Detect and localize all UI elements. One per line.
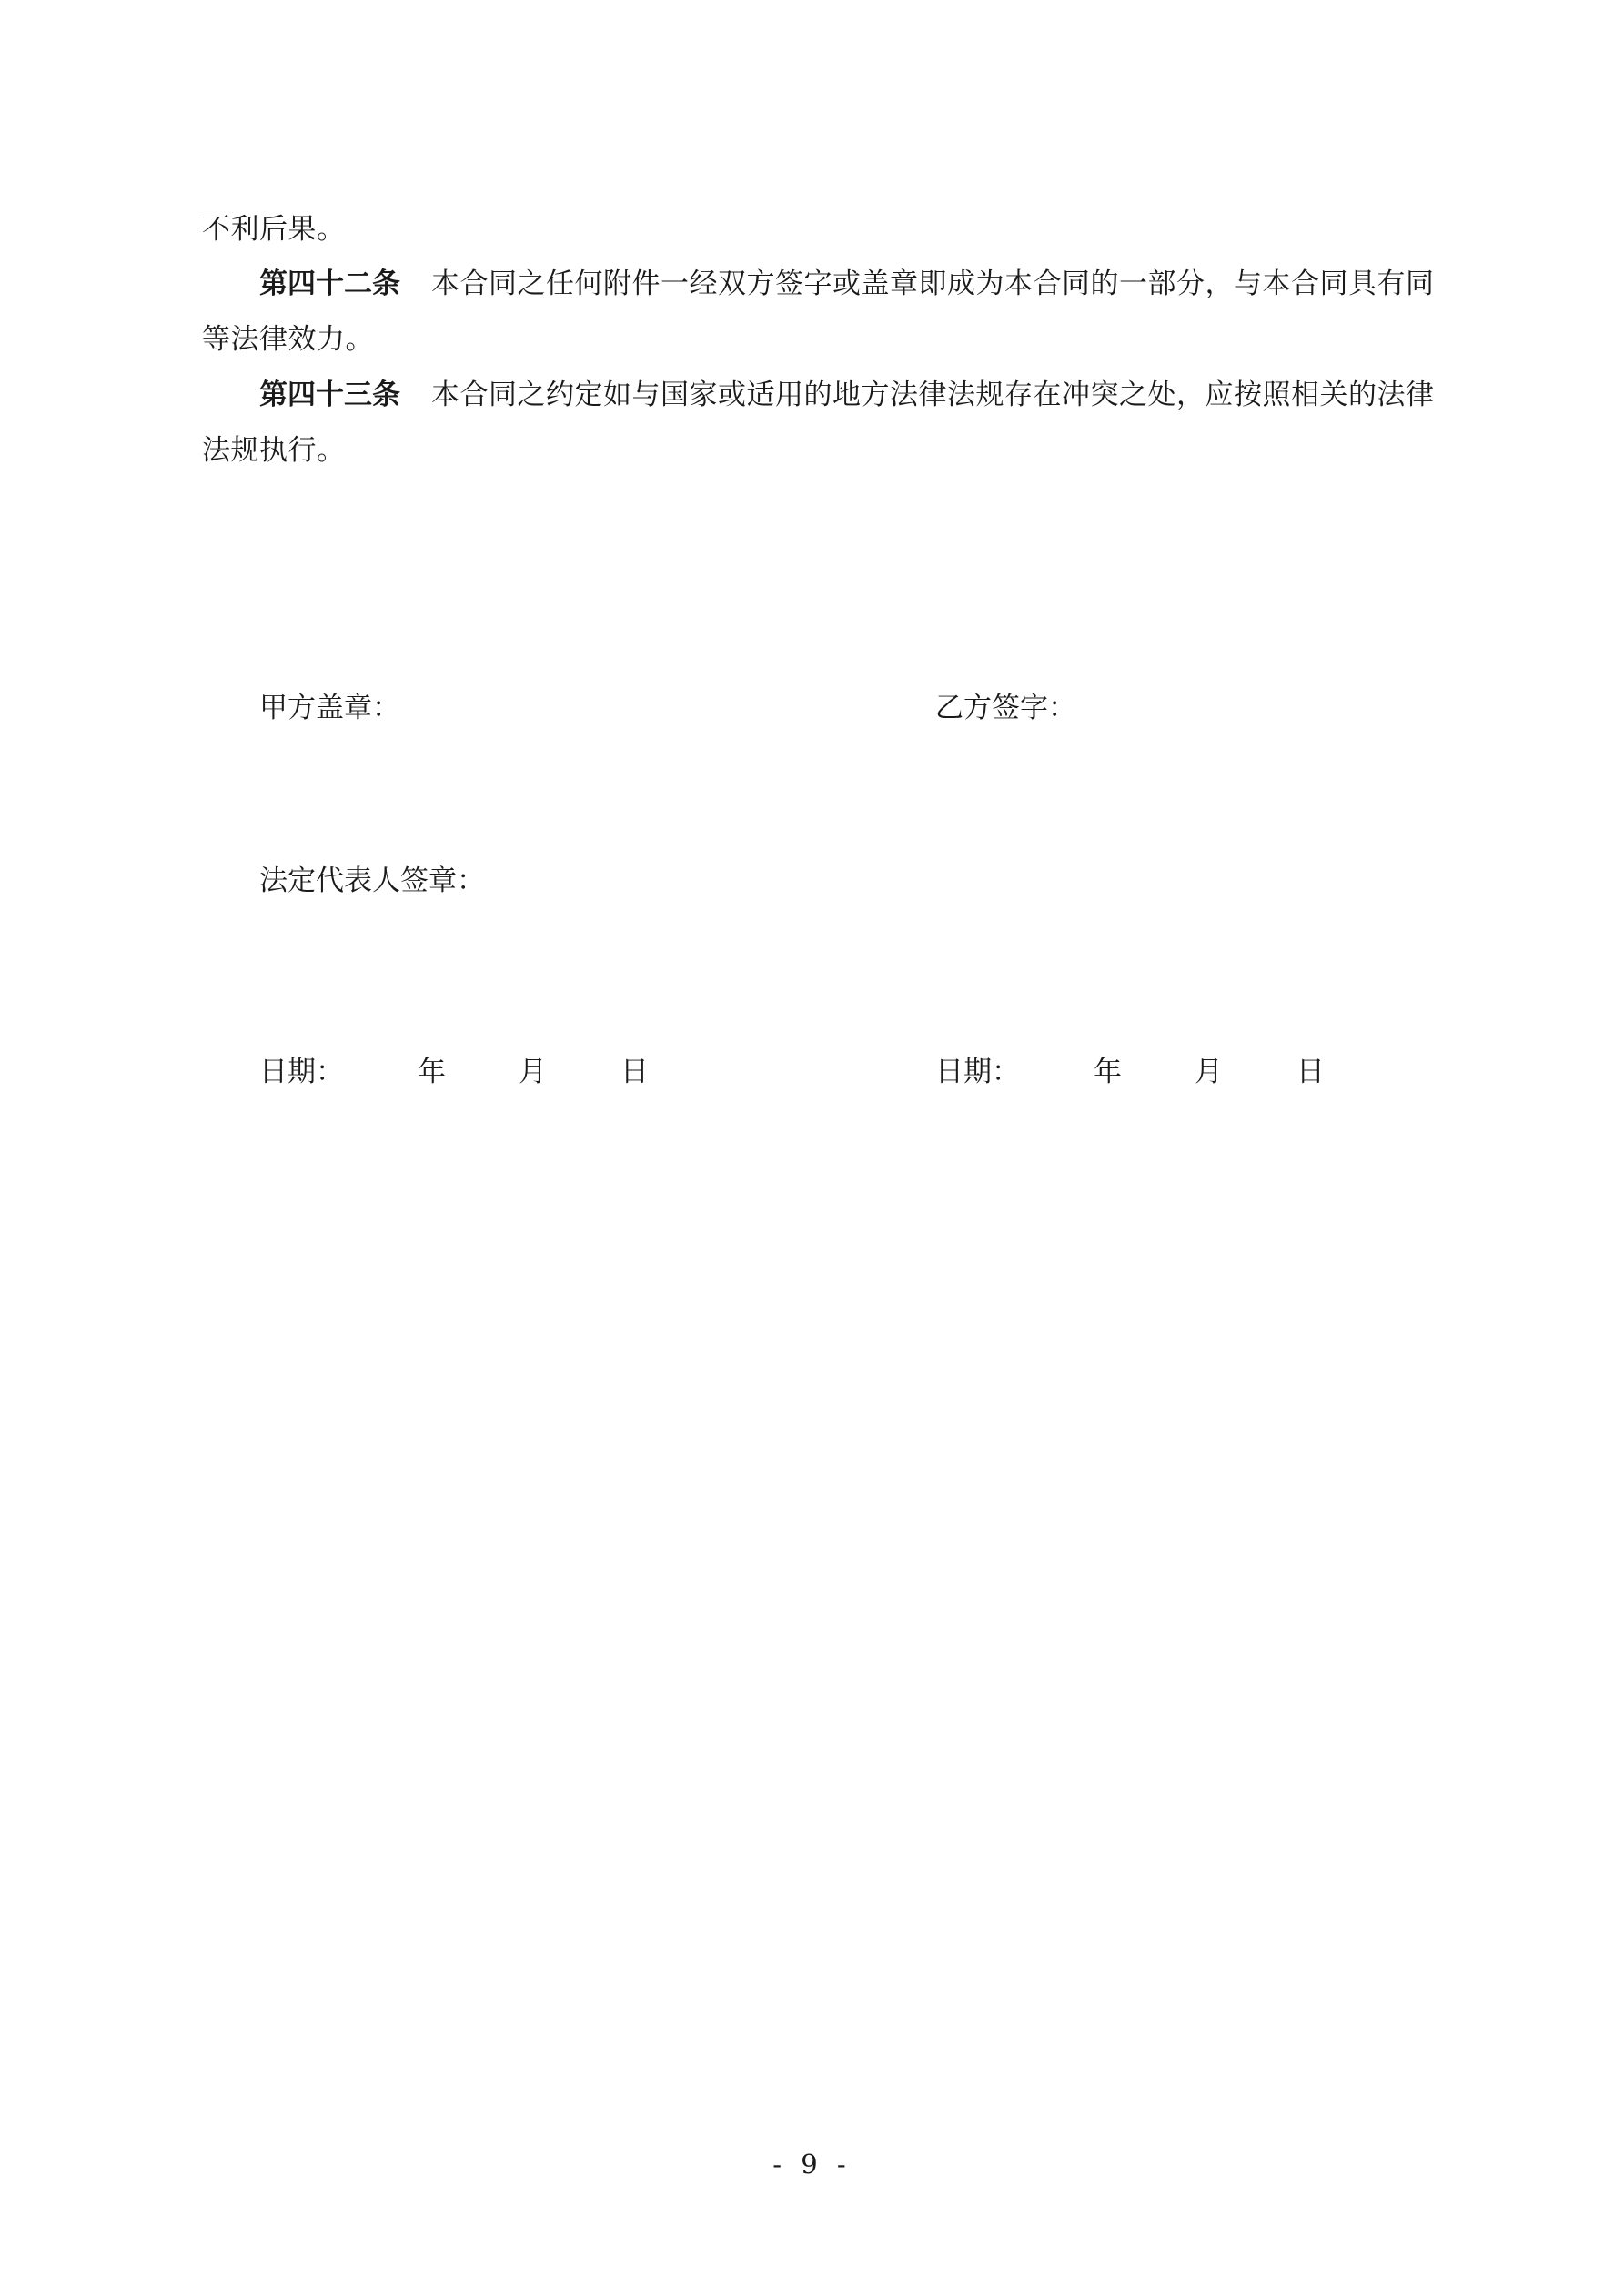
party-b-date-row <box>935 1054 1481 1090</box>
party-b-sign-label: 乙方签字： <box>935 692 1076 724</box>
date-year: 年 <box>418 1056 446 1088</box>
article-42-number: 第四十二条 <box>259 268 400 300</box>
paragraph-continuation <box>202 211 346 248</box>
date-day: 日 <box>620 1056 649 1088</box>
date-label: 日期： <box>935 1056 1020 1088</box>
page-number: - 9 - <box>772 2149 852 2180</box>
article-43-number: 第四十三条 <box>259 379 400 411</box>
article-43-line-2 <box>202 432 346 469</box>
date-label: 日期： <box>259 1056 344 1088</box>
date-month: 月 <box>519 1056 547 1088</box>
article-42-text-1: 本合同之任何附件一经双方签字或盖章即成为本合同的一部分，与本合同具有同 <box>431 268 1435 300</box>
article-43-text-2: 法规执行。 <box>202 434 346 467</box>
paragraph-text: 不利后果。 <box>202 213 346 246</box>
date-year: 年 <box>1094 1056 1122 1088</box>
legal-rep-seal-label: 法定代表人签章： <box>259 865 485 897</box>
article-42-text-2: 等法律效力。 <box>202 323 374 356</box>
date-day: 日 <box>1296 1056 1325 1088</box>
article-43-line-1 <box>259 377 1433 413</box>
date-month: 月 <box>1195 1056 1223 1088</box>
party-a-date-row <box>259 1054 805 1090</box>
article-43-text-1: 本合同之约定如与国家或适用的地方法律法规存在冲突之处，应按照相关的法律 <box>431 379 1435 411</box>
article-42-line-1 <box>259 266 1433 302</box>
article-42-line-2 <box>202 321 374 358</box>
party-a-seal-label: 甲方盖章： <box>259 692 400 724</box>
